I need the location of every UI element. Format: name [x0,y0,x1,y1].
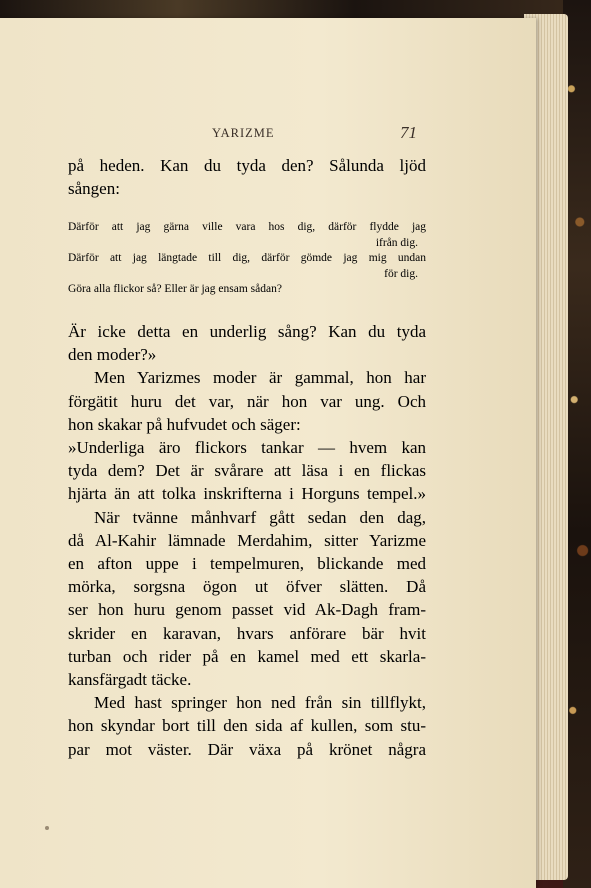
text-line: den moder?» [68,345,157,365]
body-text [68,154,426,761]
text-line: på heden. Kan du tyda den? Sålunda ljöd [68,156,426,175]
text-line: mörka, sorgsna ögon ut öfver slätten. Då [68,577,426,597]
text-line: Med hast springer hon ned från sin tillflykt, [94,693,426,713]
verse-line: Därför att jag längtade till dig, därför gömde jag mig undan [68,252,426,265]
text-line: skrider en karavan, hvars anförare bär hvit [68,623,426,643]
verse-line: för dig. [384,267,418,280]
text-line: hon skakar på hufvudet och säger: [68,414,301,434]
text-line: tyda dem? Det är svårare att läsa i en flickas [68,461,426,481]
paper-speck [45,826,49,830]
prose-block [68,320,426,761]
text-line: förgätit huru det var, när hon var ung. Och [68,391,426,411]
song-verse [68,220,426,298]
running-header [0,123,536,146]
text-line: Men Yarizmes moder är gammal, hon har [94,368,426,388]
text-line: en afton uppe i tempelmuren, blickande med [68,553,426,573]
text-line: När tvänne månhvarf gått sedan den dag, [94,507,426,527]
text-line: »Underliga äro flickors tankar — hvem kan [68,437,426,457]
verse-line: ifrån dig. [375,236,418,249]
text-line: turban och rider på en kamel med ett skarla- [68,646,426,666]
page-number: 71 [400,123,417,142]
text-line: Är icke detta en underlig sång? Kan du tyda [68,321,426,341]
text-line: då Al-Kahir lämnade Merdahim, sitter Yarizme [68,530,426,550]
verse-line: Göra alla flickor så? Eller är jag ensam sådan? [68,283,282,296]
verse-line: Därför att jag gärna ville vara hos dig, därför flydde jag [68,221,426,234]
text-line: kansfärgadt täcke. [68,669,192,689]
running-title: YARIZME [212,126,275,140]
text-line: par mot väster. Där växa på krönet några [68,739,426,759]
text-line: ser hon huru genom passet vid Ak-Dagh fram- [68,600,426,620]
text-line: hjärta än att tolka inskrifterna i Horguns tempel.» [68,484,426,504]
text-line: hon skyndar bort till den sida af kullen, som stu- [68,716,426,736]
text-line: sången: [68,179,120,199]
top-binding-band [0,0,591,18]
